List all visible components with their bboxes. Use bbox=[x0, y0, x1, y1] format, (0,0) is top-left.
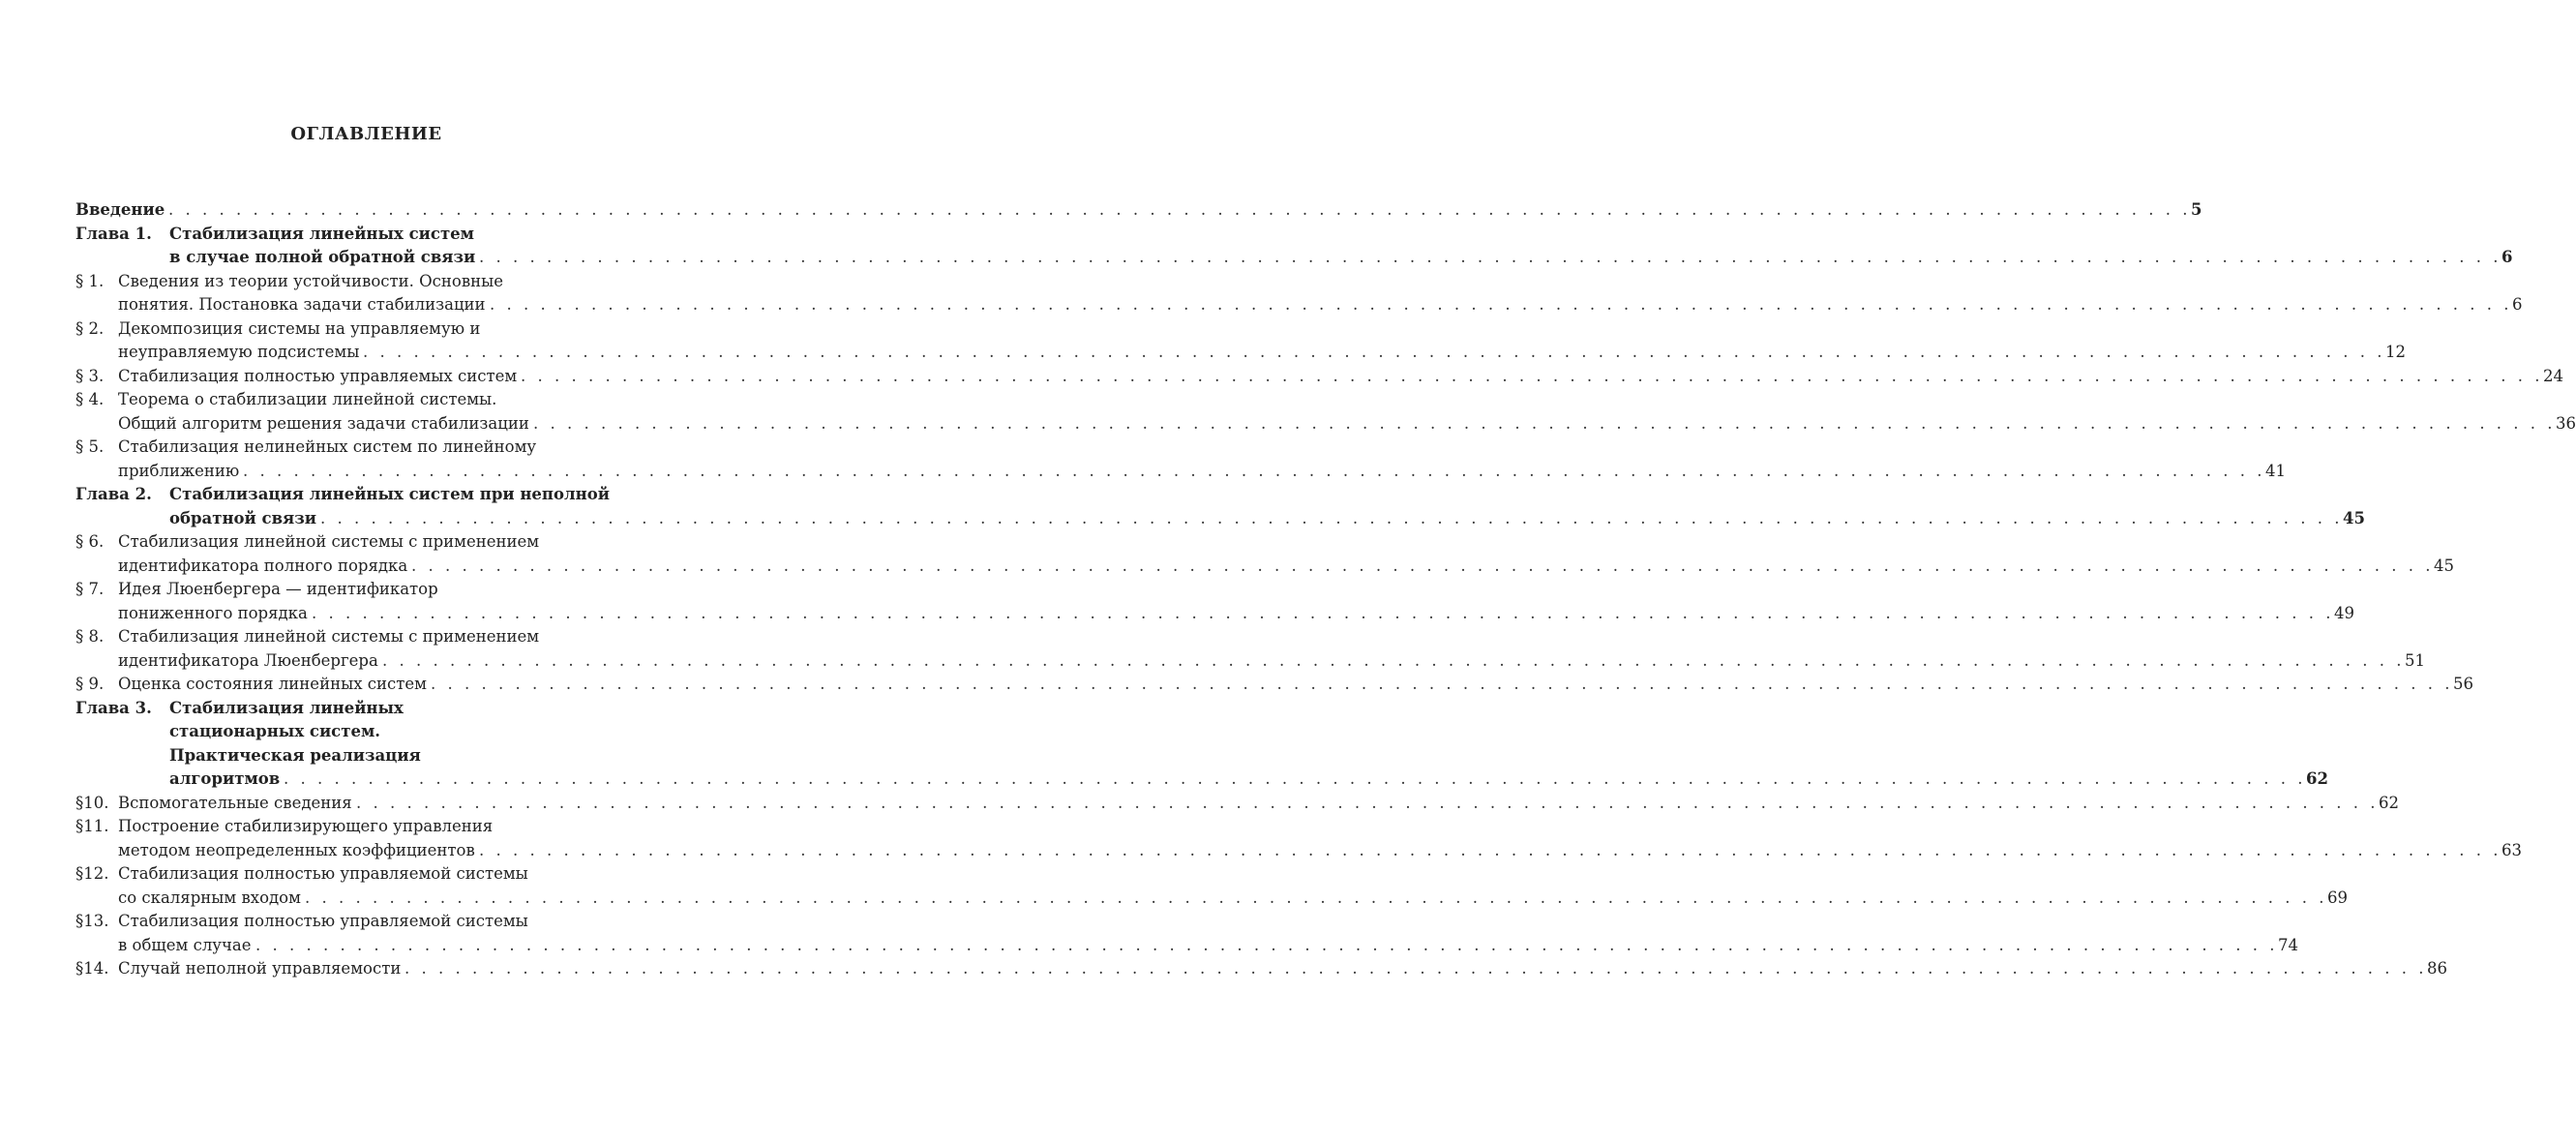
section-title: Общий алгоритм решения задачи стабилизации bbox=[118, 413, 529, 433]
leader-dots: . . . . . . . . . . . . . . . . . . . . . . . . . . . . . . . . . . . . . . . . . . . . . . . . . . . . . . . . . . . . . . . . . . . . . . . . . . . . . . . . . . . . . . . . . . . . . . . . . . . . . . . . . . . . . . . . . . . . . . . . bbox=[356, 793, 2380, 812]
leader-dots: . . . . . . . . . . . . . . . . . . . . . . . . . . . . . . . . . . . . . . . . . . . . . . . . . . . . . . . . . . . . . . . . . . . . . . . . . . . . . . . . . . . . . . . . . . . . . . . . . . . . . . . . . . . . . . . . . . . . . . . . bbox=[533, 413, 2557, 433]
section-title: идентификатора полного порядка bbox=[118, 556, 408, 575]
toc-section-line bbox=[75, 341, 2407, 365]
chapter-title: алгоритмов bbox=[169, 769, 281, 788]
toc-section-line bbox=[75, 602, 2355, 626]
toc-intro bbox=[75, 198, 2202, 223]
chapter-title: Стабилизация линейных систем bbox=[169, 224, 475, 243]
toc-section-line bbox=[75, 317, 668, 342]
page-title: ОГЛАВЛЕНИЕ bbox=[290, 124, 442, 144]
toc-section-line bbox=[75, 934, 2299, 958]
toc-chapter-line bbox=[75, 483, 668, 507]
page-number: 86 bbox=[2427, 959, 2448, 978]
dot-leader bbox=[479, 839, 2523, 863]
toc-section-line bbox=[75, 815, 668, 839]
toc-chapter-line bbox=[75, 697, 668, 721]
dot-leader bbox=[243, 460, 2287, 484]
toc-section-line bbox=[75, 910, 668, 934]
section-number: § 8. bbox=[75, 627, 105, 646]
leader-dots: . . . . . . . . . . . . . . . . . . . . . . . . . . . . . . . . . . . . . . . . . . . . . . . . . . . . . . . . . . . . . . . . . . . . . . . . . . . . . . . . . . . . . . . . . . . . . . . . . . . . . . . . . . . . . . . . . . . . . . . . bbox=[284, 769, 2307, 788]
toc-chapter-line bbox=[75, 744, 668, 768]
dot-leader bbox=[404, 957, 2448, 981]
toc-section-line bbox=[75, 957, 2448, 981]
toc-chapter-line bbox=[75, 720, 668, 744]
page-number: 62 bbox=[2306, 769, 2328, 788]
toc-section-line bbox=[75, 625, 668, 649]
section-number: § 7. bbox=[75, 580, 105, 598]
toc-section-line bbox=[75, 649, 2426, 674]
section-title: пониженного порядка bbox=[118, 603, 308, 622]
toc-chapter-line bbox=[75, 223, 668, 247]
toc-section-line bbox=[75, 578, 668, 602]
chapter-title: Стабилизация линейных систем при неполной bbox=[169, 485, 610, 503]
toc-section-line bbox=[75, 270, 668, 294]
toc-chapter-line bbox=[75, 246, 2513, 270]
section-title: идентификатора Люенбергера bbox=[118, 650, 378, 670]
page-number: 74 bbox=[2278, 935, 2299, 954]
chapter-title: стационарных систем. bbox=[169, 722, 381, 740]
chapter-title: Стабилизация линейных bbox=[169, 698, 404, 717]
toc-section-line bbox=[75, 862, 668, 887]
section-title: Стабилизация полностью управляемых систем bbox=[118, 366, 518, 385]
section-title: Стабилизация нелинейных систем по линейному bbox=[118, 437, 537, 456]
toc-chapter-line bbox=[75, 768, 2328, 792]
section-title: Теорема о стабилизации линейной системы. bbox=[118, 390, 497, 408]
chapter-title: обратной связи bbox=[169, 508, 316, 527]
page-number: 6 bbox=[2512, 295, 2523, 314]
section-number: §11. bbox=[75, 817, 109, 835]
section-number: § 5. bbox=[75, 437, 105, 456]
leader-dots: . . . . . . . . . . . . . . . . . . . . . . . . . . . . . . . . . . . . . . . . . . . . . . . . . . . . . . . . . . . . . . . . . . . . . . . . . . . . . . . . . . . . . . . . . . . . . . . . . . . . . . . . . . . . . . . . . . . . . . . . bbox=[479, 840, 2502, 859]
leader-dots: . . . . . . . . . . . . . . . . . . . . . . . . . . . . . . . . . . . . . . . . . . . . . . . . . . . . . . . . . . . . . . . . . . . . . . . . . . . . . . . . . . . . . . . . . . . . . . . . . . . . . . . . . . . . . . . . . . . . . . . . bbox=[320, 508, 2344, 527]
leader-dots: . . . . . . . . . . . . . . . . . . . . . . . . . . . . . . . . . . . . . . . . . . . . . . . . . . . . . . . . . . . . . . . . . . . . . . . . . . . . . . . . . . . . . . . . . . . . . . . . . . . . . . . . . . . . . . . . . . . . . . . . bbox=[479, 248, 2502, 266]
toc-section-line bbox=[75, 388, 668, 412]
toc-section-line bbox=[75, 460, 2287, 484]
leader-dots: . . . . . . . . . . . . . . . . . . . . . . . . . . . . . . . . . . . . . . . . . . . . . . . . . . . . . . . . . . . . . . . . . . . . . . . . . . . . . . . . . . . . . . . . . . . . . . . . . . . . . . . . . . . . . . . . . . . . . . . . bbox=[431, 675, 2454, 693]
leader-dots: . . . . . . . . . . . . . . . . . . . . . . . . . . . . . . . . . . . . . . . . . . . . . . . . . . . . . . . . . . . . . . . . . . . . . . . . . . . . . . . . . . . . . . . . . . . . . . . . . . . . . . . . . . . . . . . . . . . . . . . . bbox=[243, 461, 2266, 480]
section-title: приближению bbox=[118, 461, 240, 480]
section-title: со скалярным входом bbox=[118, 888, 301, 907]
leader-dots: . . . . . . . . . . . . . . . . . . . . . . . . . . . . . . . . . . . . . . . . . . . . . . . . . . . . . . . . . . . . . . . . . . . . . . . . . . . . . . . . . . . . . . . . . . . . . . . . . . . . . . . . . . . . . . . . . . . . . . . . bbox=[363, 343, 2386, 361]
section-title: Стабилизация полностью управляемой системы bbox=[118, 912, 528, 930]
section-number: §14. bbox=[75, 959, 109, 978]
dot-leader bbox=[363, 341, 2407, 365]
dot-leader bbox=[411, 555, 2455, 579]
dot-leader bbox=[356, 792, 2400, 816]
toc-section-line bbox=[75, 530, 668, 555]
dot-leader bbox=[521, 365, 2564, 389]
section-number: § 2. bbox=[75, 318, 105, 338]
toc-section-line bbox=[75, 887, 2349, 911]
chapter-title: в случае полной обратной связи bbox=[169, 248, 476, 266]
leader-dots: . . . . . . . . . . . . . . . . . . . . . . . . . . . . . . . . . . . . . . . . . . . . . . . . . . . . . . . . . . . . . . . . . . . . . . . . . . . . . . . . . . . . . . . . . . . . . . . . . . . . . . . . . . . . . . . . . . . . . . . . bbox=[382, 650, 2406, 670]
toc-section-line bbox=[75, 673, 2474, 697]
page-number: 12 bbox=[2385, 343, 2407, 361]
section-title: Построение стабилизирующего управления bbox=[118, 817, 494, 835]
toc-section-line bbox=[75, 839, 2523, 863]
leader-dots: . . . . . . . . . . . . . . . . . . . . . . . . . . . . . . . . . . . . . . . . . . . . . . . . . . . . . . . . . . . . . . . . . . . . . . . . . . . . . . . . . . . . . . . . . . . . . . . . . . . . . . . . . . . . . . . . . . . . . . . . bbox=[411, 556, 2435, 575]
toc-chapter-line bbox=[75, 507, 2365, 531]
leader-dots: . . . . . . . . . . . . . . . . . . . . . . . . . . . . . . . . . . . . . . . . . . . . . . . . . . . . . . . . . . . . . . . . . . . . . . . . . . . . . . . . . . . . . . . . . . . . . . . . . . . . . . . . . . . . . . . . . . . . . . . . bbox=[404, 959, 2428, 978]
toc-section-line bbox=[75, 436, 668, 460]
table-of-contents bbox=[75, 198, 2576, 981]
toc-section-line bbox=[75, 293, 2523, 317]
section-title: Декомпозиция системы на управляемую и bbox=[118, 318, 481, 338]
dot-leader bbox=[255, 934, 2299, 958]
leader-dots: . . . . . . . . . . . . . . . . . . . . . . . . . . . . . . . . . . . . . . . . . . . . . . . . . . . . . . . . . . . . . . . . . . . . . . . . . . . . . . . . . . . . . . . . . . . . . . . . . . . . . . . . . . . . . . . . . . . . . . . . bbox=[168, 200, 2192, 219]
chapter-title: Практическая реализация bbox=[169, 745, 421, 765]
section-number: §10. bbox=[75, 793, 109, 812]
page-number: 49 bbox=[2334, 603, 2355, 622]
section-title: Вспомогательные сведения bbox=[118, 793, 352, 812]
leader-dots: . . . . . . . . . . . . . . . . . . . . . . . . . . . . . . . . . . . . . . . . . . . . . . . . . . . . . . . . . . . . . . . . . . . . . . . . . . . . . . . . . . . . . . . . . . . . . . . . . . . . . . . . . . . . . . . . . . . . . . . . bbox=[490, 295, 2513, 314]
leader-dots: . . . . . . . . . . . . . . . . . . . . . . . . . . . . . . . . . . . . . . . . . . . . . . . . . . . . . . . . . . . . . . . . . . . . . . . . . . . . . . . . . . . . . . . . . . . . . . . . . . . . . . . . . . . . . . . . . . . . . . . . bbox=[521, 366, 2544, 385]
page-number: 6 bbox=[2501, 248, 2513, 266]
leader-dots: . . . . . . . . . . . . . . . . . . . . . . . . . . . . . . . . . . . . . . . . . . . . . . . . . . . . . . . . . . . . . . . . . . . . . . . . . . . . . . . . . . . . . . . . . . . . . . . . . . . . . . . . . . . . . . . . . . . . . . . . bbox=[305, 888, 2328, 907]
section-title: в общем случае bbox=[118, 935, 252, 954]
section-number: §12. bbox=[75, 864, 109, 883]
dot-leader bbox=[320, 507, 2365, 531]
dot-leader bbox=[431, 673, 2474, 697]
section-title: Сведения из теории устойчивости. Основные bbox=[118, 271, 503, 290]
leader-dots: . . . . . . . . . . . . . . . . . . . . . . . . . . . . . . . . . . . . . . . . . . . . . . . . . . . . . . . . . . . . . . . . . . . . . . . . . . . . . . . . . . . . . . . . . . . . . . . . . . . . . . . . . . . . . . . . . . . . . . . . bbox=[255, 935, 2279, 954]
section-title: Стабилизация линейной системы с применением bbox=[118, 532, 540, 551]
section-number: § 6. bbox=[75, 532, 105, 551]
page-number: 69 bbox=[2327, 888, 2349, 907]
section-number: §13. bbox=[75, 912, 109, 930]
page-number: 5 bbox=[2191, 200, 2202, 219]
page-number: 56 bbox=[2453, 675, 2474, 693]
section-number: § 9. bbox=[75, 675, 105, 693]
page-number: 41 bbox=[2265, 461, 2287, 480]
section-number: § 1. bbox=[75, 271, 105, 290]
section-title: методом неопределенных коэффициентов bbox=[118, 840, 475, 859]
chapter-label: Глава 1. bbox=[75, 224, 152, 243]
dot-leader bbox=[490, 293, 2523, 317]
page-number: 63 bbox=[2501, 840, 2523, 859]
section-title: неуправляемую подсистемы bbox=[118, 343, 360, 361]
page-number: 36 bbox=[2556, 413, 2576, 433]
dot-leader bbox=[168, 198, 2202, 223]
dot-leader bbox=[533, 412, 2576, 437]
chapter-label: Глава 3. bbox=[75, 698, 152, 717]
toc-section-line bbox=[75, 555, 2455, 579]
section-title: понятия. Постановка задачи стабилизации bbox=[118, 295, 486, 314]
chapter-label: Глава 2. bbox=[75, 485, 152, 503]
leader-dots: . . . . . . . . . . . . . . . . . . . . . . . . . . . . . . . . . . . . . . . . . . . . . . . . . . . . . . . . . . . . . . . . . . . . . . . . . . . . . . . . . . . . . . . . . . . . . . . . . . . . . . . . . . . . . . . . . . . . . . . . bbox=[312, 603, 2335, 622]
intro-title: Введение bbox=[75, 200, 165, 219]
dot-leader bbox=[382, 649, 2426, 674]
section-title: Стабилизация линейной системы с применением bbox=[118, 627, 540, 646]
page-number: 51 bbox=[2405, 650, 2426, 670]
dot-leader bbox=[284, 768, 2328, 792]
toc-section-line bbox=[75, 412, 2576, 437]
section-number: § 4. bbox=[75, 390, 105, 408]
section-title: Случай неполной управляемости bbox=[118, 959, 402, 978]
dot-leader bbox=[479, 246, 2513, 270]
dot-leader bbox=[305, 887, 2349, 911]
section-title: Оценка состояния линейных систем bbox=[118, 675, 427, 693]
section-title: Идея Люенбергера — идентификатор bbox=[118, 580, 438, 598]
section-title: Стабилизация полностью управляемой системы bbox=[118, 864, 528, 883]
page-number: 62 bbox=[2379, 793, 2400, 812]
dot-leader bbox=[312, 602, 2355, 626]
page-number: 45 bbox=[2434, 556, 2455, 575]
toc-section-line bbox=[75, 365, 2564, 389]
page-number: 24 bbox=[2543, 366, 2564, 385]
section-number: § 3. bbox=[75, 366, 105, 385]
page-number: 45 bbox=[2343, 508, 2365, 527]
toc-section-line bbox=[75, 792, 2400, 816]
